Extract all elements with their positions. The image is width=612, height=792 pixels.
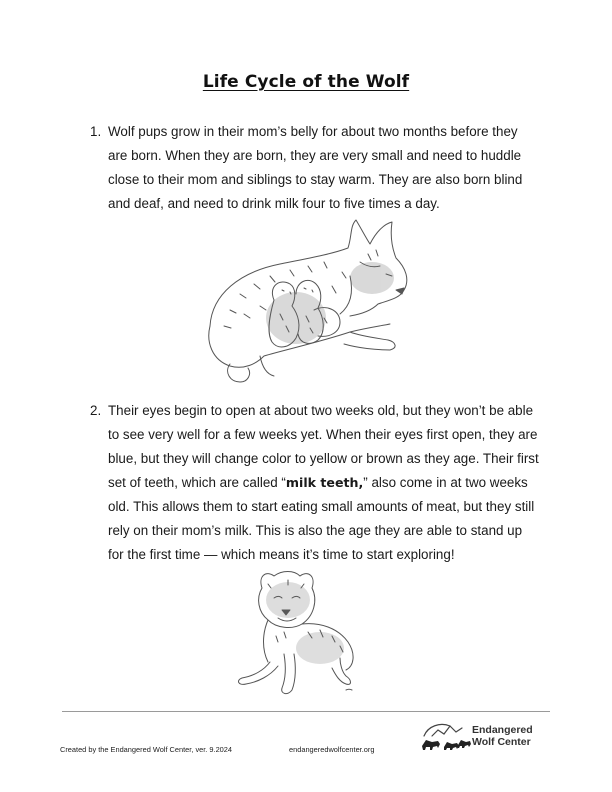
footer-website[interactable]: endangeredwolfcenter.org — [289, 745, 375, 754]
list-item-text: Their eyes begin to open at about two weeks old, but they won’t be able to see very well for a few weeks yet. When their eyes first open, they are blue, but they will change color to yellow or brown as they age. Their first set of teeth, which are called “milk teeth,” also come in at two weeks old. This allows them to start eating small amounts of meat, but they still rely on their mom’s milk. This is also the age they are able to stand up for the first time — which means it’s time to start exploring! — [108, 403, 539, 562]
wolf-mother-with-pups-sketch — [200, 214, 420, 386]
list-item-1 — [90, 120, 540, 216]
list-number: 2. — [90, 403, 102, 418]
footer-divider — [62, 711, 550, 712]
wolf-center-logo-icon — [420, 722, 472, 752]
list-number: 1. — [90, 124, 102, 139]
wolf-pup-sketch — [228, 566, 368, 702]
footer-credit: Created by the Endangered Wolf Center, ver. 9.2024 — [60, 745, 233, 754]
logo-wordmark: Endangered Wolf Center — [472, 724, 533, 748]
page-title: Life Cycle of the Wolf — [202, 72, 410, 92]
list-item-text: Wolf pups grow in their mom’s belly for about two months before they are born. When they are born, they are very small and need to huddle close to their mom and siblings to stay warm. They are also born blind and deaf, and need to drink milk four to five times a day. — [108, 124, 523, 211]
milk-teeth-term: milk teeth, — [285, 475, 364, 490]
list-item-2 — [90, 399, 540, 567]
